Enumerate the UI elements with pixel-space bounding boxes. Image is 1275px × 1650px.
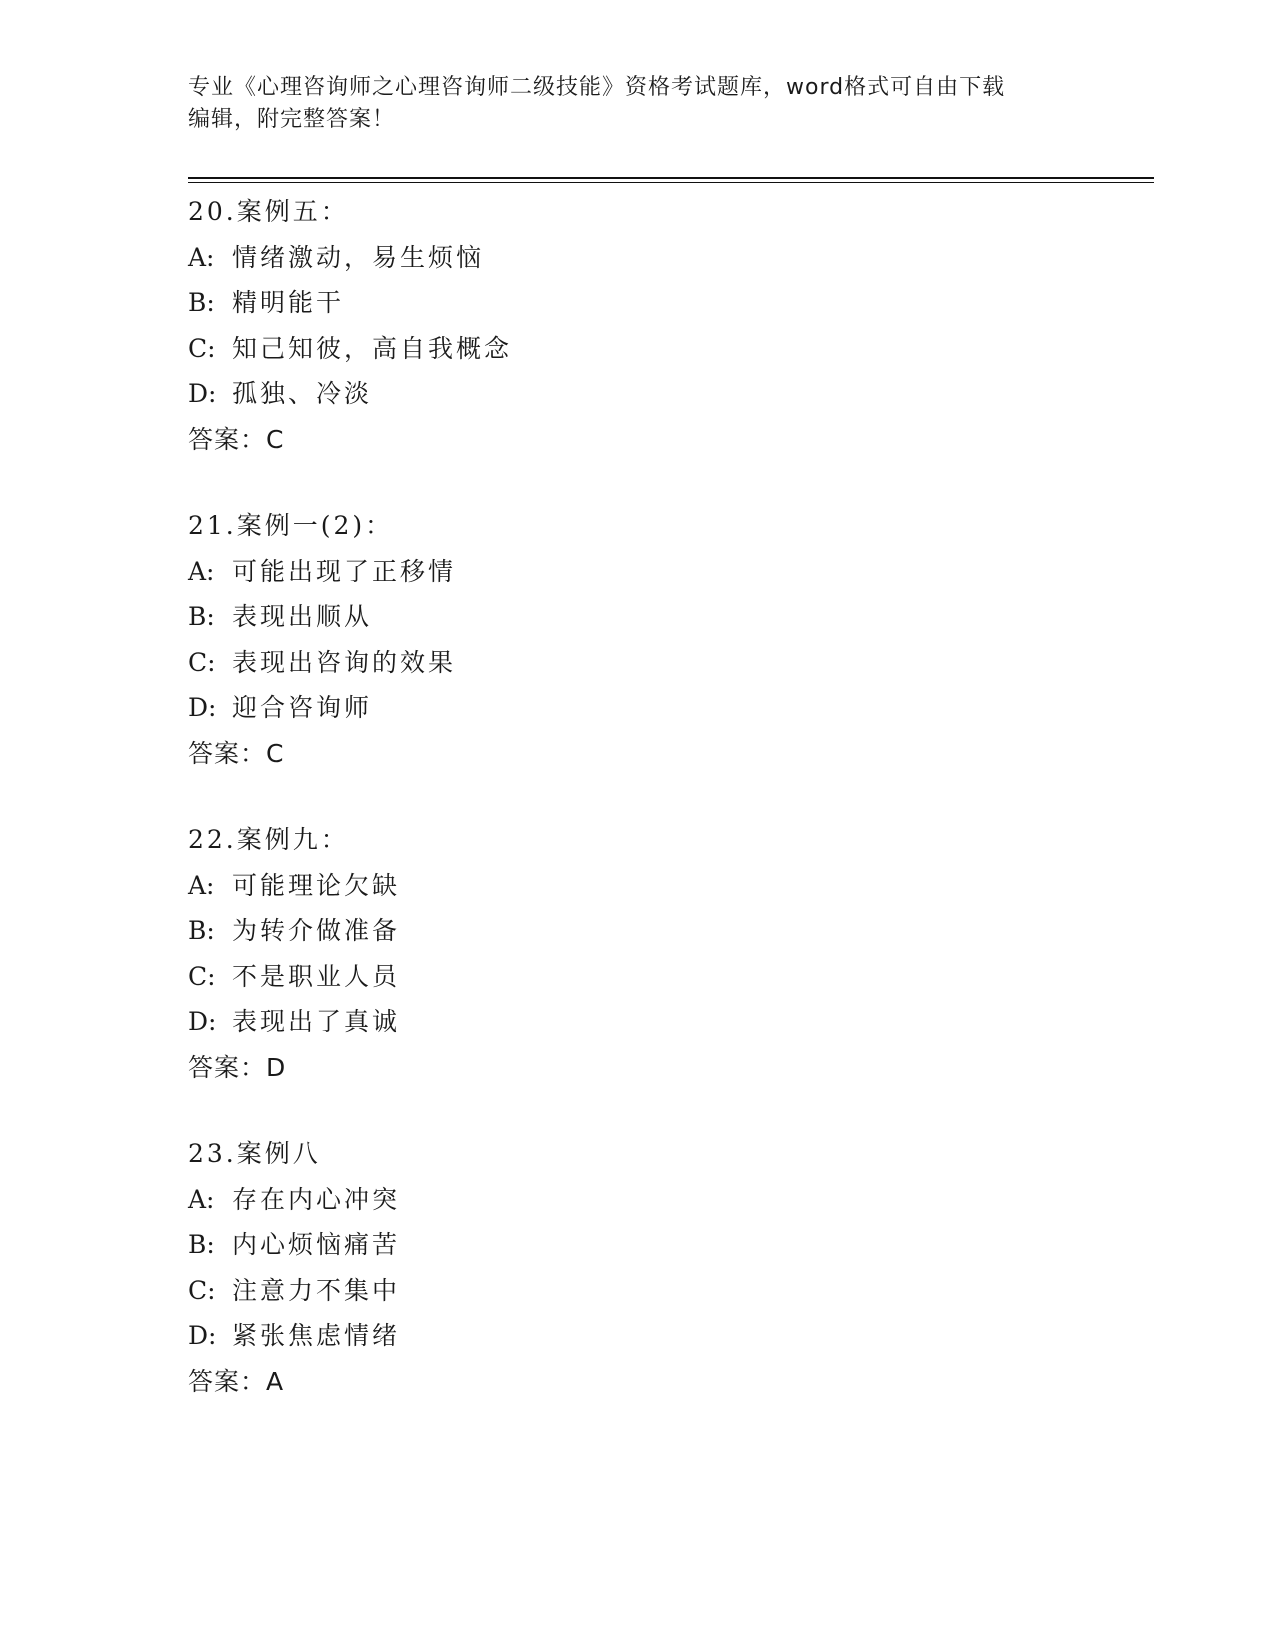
option-c (188, 326, 888, 372)
question-title: 23.案例八 (188, 1139, 321, 1168)
header-divider-thin (188, 182, 1154, 183)
option-text: 表现出顺从 (232, 602, 373, 631)
option-a (188, 235, 888, 281)
answer-line: 答案：A (188, 1366, 285, 1396)
answer-line: 答案：C (188, 424, 285, 454)
question-block (188, 1131, 888, 1404)
option-c (188, 1268, 888, 1314)
option-key: B: (188, 1230, 215, 1259)
option-text: 为转介做准备 (232, 916, 401, 945)
question-title: 22.案例九： (188, 825, 349, 854)
option-c (188, 640, 888, 686)
option-c (188, 954, 888, 1000)
header-divider-thick (188, 177, 1154, 179)
option-b (188, 908, 888, 954)
option-text: 可能出现了正移情 (232, 556, 457, 586)
option-text: 迎合咨询师 (232, 693, 373, 722)
option-b (188, 1222, 888, 1268)
option-key: D: (188, 1321, 217, 1350)
question-block (188, 817, 888, 1090)
option-key: C: (188, 647, 216, 677)
option-text: 情绪激动，易生烦恼 (232, 242, 485, 272)
option-text: 可能理论欠缺 (232, 870, 401, 900)
option-a (188, 863, 888, 909)
option-d (188, 1313, 888, 1359)
answer-line: 答案：D (188, 1052, 287, 1082)
question-title: 21.案例一(2)： (188, 511, 394, 540)
header-line-1: 专业《心理咨询师之心理咨询师二级技能》资格考试题库，word格式可自由下载 (188, 75, 1006, 100)
document-header (188, 72, 1088, 136)
option-key: C: (188, 333, 216, 363)
option-d (188, 685, 888, 731)
option-text: 孤独、冷淡 (232, 379, 373, 408)
option-d (188, 999, 888, 1045)
option-key: B: (188, 916, 215, 945)
question-title: 20.案例五： (188, 197, 349, 226)
option-key: A: (188, 870, 215, 900)
option-key: A: (188, 242, 215, 272)
option-text: 精明能干 (232, 288, 345, 317)
option-key: B: (188, 288, 215, 317)
option-key: C: (188, 961, 216, 991)
question-block (188, 503, 888, 776)
option-text: 表现出了真诚 (232, 1007, 401, 1036)
header-line-2: 编辑，附完整答案！ (188, 107, 396, 132)
option-text: 知己知彼，高自我概念 (232, 333, 513, 363)
option-key: D: (188, 1007, 217, 1036)
option-text: 内心烦恼痛苦 (232, 1230, 401, 1259)
option-key: D: (188, 379, 217, 408)
answer-line: 答案：C (188, 738, 285, 768)
option-key: C: (188, 1275, 216, 1305)
option-d (188, 371, 888, 417)
option-key: A: (188, 556, 215, 586)
option-text: 表现出咨询的效果 (232, 647, 457, 677)
option-text: 存在内心冲突 (232, 1184, 401, 1214)
option-b (188, 280, 888, 326)
option-a (188, 1177, 888, 1223)
option-key: D: (188, 693, 217, 722)
option-b (188, 594, 888, 640)
option-key: B: (188, 602, 215, 631)
question-block (188, 189, 888, 462)
option-text: 注意力不集中 (232, 1275, 401, 1305)
option-key: A: (188, 1184, 215, 1214)
option-a (188, 549, 888, 595)
option-text: 紧张焦虑情绪 (232, 1321, 401, 1350)
option-text: 不是职业人员 (232, 961, 401, 991)
